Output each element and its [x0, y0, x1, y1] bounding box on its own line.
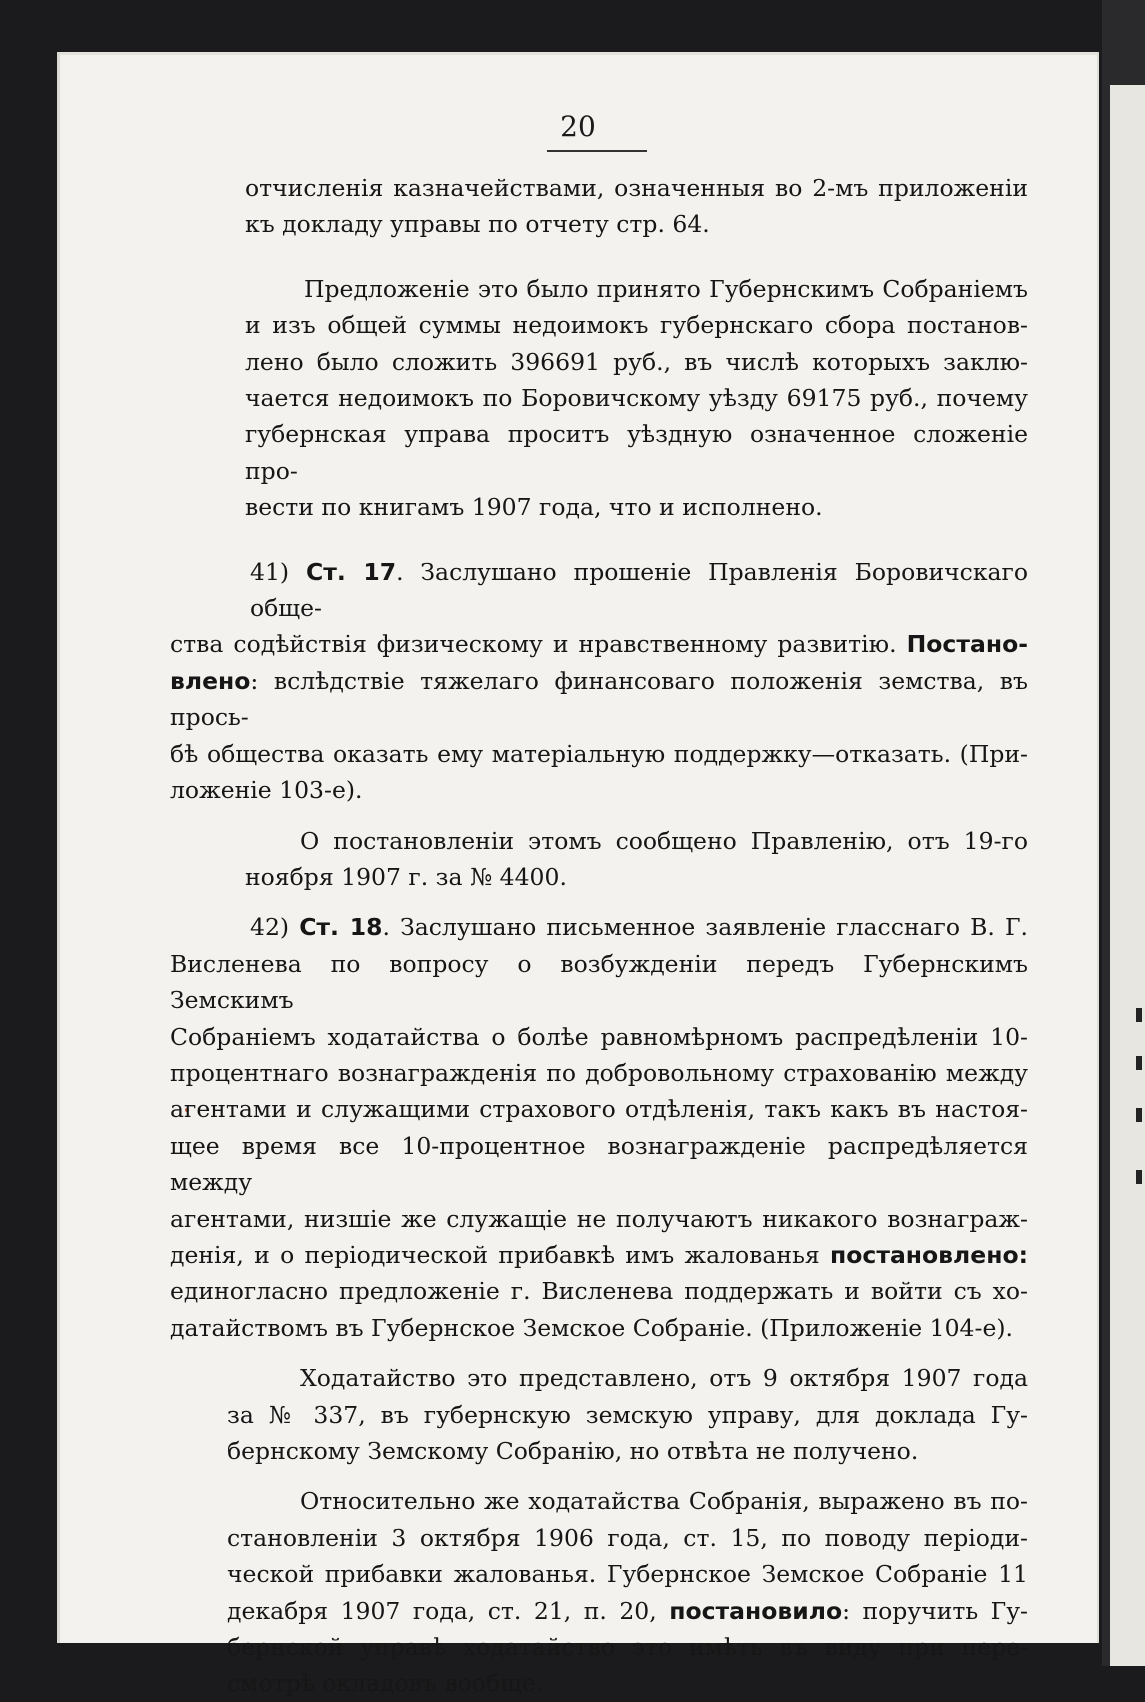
- next-page-edge: [1110, 85, 1145, 1666]
- resolution-41: [170, 554, 1028, 809]
- text-line: бернской управѣ ходатайство это имѣть въ виду при пере-: [227, 1633, 1028, 1662]
- text-line: ноября 1907 г. за № 4400.: [245, 862, 567, 891]
- resolved-keyword: постановило: [669, 1596, 843, 1625]
- text-line: и изъ общей суммы недоимокъ губернскаго сбора постанов-: [245, 311, 1028, 340]
- paragraph: [170, 823, 1028, 896]
- resolved-keyword: влено: [170, 666, 251, 695]
- text-line: [170, 626, 1028, 662]
- text-line: щее время все 10-процентное вознагражденіе распредѣляется между: [170, 1131, 1028, 1197]
- resolution-42: [170, 909, 1028, 1346]
- text-line: бернскому Земскому Собранію, но отвѣта не получено.: [227, 1437, 919, 1465]
- article-ref: Ст. 18: [299, 913, 383, 942]
- text-line: Висленева по вопросу о возбужденіи передъ Губернскимъ Земскимъ: [170, 949, 1028, 1015]
- text-fragment: : поручить Гу-: [842, 1596, 1028, 1625]
- text-line: Относительно же ходатайства Собранія, выражено въ по-: [300, 1487, 1028, 1516]
- text-line: Предложеніе это было принято Губернскимъ Собраніемъ: [304, 274, 1028, 303]
- text-line: вести по книгамъ 1907 года, что и исполнено.: [245, 493, 823, 522]
- text-line: смотрѣ окладовъ вообще.: [227, 1669, 544, 1698]
- text-line: лено было сложить 396691 руб., въ числѣ которыхъ заклю-: [245, 347, 1028, 376]
- text-line: ческой прибавки жалованья. Губернское Земское Собраніе 11: [227, 1560, 1028, 1589]
- paragraph: [170, 1483, 1028, 1701]
- body-text: [170, 170, 1028, 1702]
- next-page-glyph: [1136, 1056, 1142, 1070]
- text-line: за № 337, въ губернскую земскую управу, для доклада Гу-: [227, 1400, 1028, 1429]
- item-number: 41): [250, 557, 290, 586]
- resolved-keyword: Постано-: [906, 630, 1028, 659]
- next-page-glyph: [1136, 1108, 1142, 1122]
- text-line: [170, 1593, 1028, 1629]
- text-line: процентнаго вознагражденія по добровольному страхованію между: [170, 1058, 1028, 1087]
- text-line: Собраніемъ ходатайства о болѣе равномѣрномъ распредѣленіи 10-: [170, 1022, 1028, 1051]
- text-line: Ходатайство это представлено, отъ 9 октября 1907 года: [300, 1364, 1028, 1393]
- text-line: агентами, низшіе же служащіе не получаютъ никакого вознаграж-: [170, 1204, 1028, 1233]
- page-number: 20: [560, 110, 596, 143]
- article-ref: Ст. 17: [305, 557, 397, 586]
- text-line: отчисленія казначействами, означенныя во 2-мъ приложеніи: [245, 174, 1028, 202]
- text-line: становленіи 3 октября 1906 года, ст. 15, по поводу періоди-: [227, 1523, 1028, 1552]
- text-line: единогласно предложеніе г. Висленева поддержать и войти съ хо-: [170, 1277, 1028, 1306]
- document-page: [57, 52, 1099, 1698]
- text-fragment: денія, и о періодической прибавкѣ имъ жалованья: [170, 1240, 820, 1269]
- text-line: [170, 663, 1028, 736]
- resolved-keyword: постановлено:: [830, 1240, 1028, 1269]
- text-line: О постановленіи этомъ сообщено Правленію, отъ 19-го: [300, 826, 1028, 855]
- text-line: [170, 1237, 1028, 1273]
- text-line: агентами и служащими страхового отдѣленія, такъ какъ въ настоя-: [170, 1095, 1028, 1124]
- text-line: губернская управа проситъ уѣздную означенное сложеніе про-: [245, 420, 1028, 485]
- text-line: къ докладу управы по отчету стр. 64.: [245, 210, 710, 239]
- text-fragment: . Заслушано прошеніе Правленія Боровичскаго обще-: [250, 557, 1028, 623]
- text-fragment: ства содѣйствія физическому и нравственному развитію.: [170, 630, 897, 659]
- text-line: [170, 909, 1028, 945]
- next-page-glyph: [1136, 1170, 1142, 1184]
- text-line: датайствомъ въ Губернское Земское Собраніе. (Приложеніе 104-е).: [170, 1313, 1013, 1342]
- text-line: [170, 554, 1028, 627]
- header-rule: [547, 150, 647, 152]
- paragraph: [170, 1360, 1028, 1469]
- text-fragment: : вслѣдствіе тяжелаго финансоваго положенія земства, въ прось-: [170, 666, 1028, 732]
- paragraph: [170, 271, 1028, 526]
- text-line: чается недоимокъ по Боровичскому уѣзду 69175 руб., почему: [245, 384, 1028, 413]
- text-line: ложеніе 103-е).: [170, 776, 363, 805]
- text-fragment: декабря 1907 года, ст. 21, п. 20,: [227, 1596, 657, 1625]
- text-line: бѣ общества оказать ему матеріальную поддержку—отказать. (При-: [170, 739, 1028, 768]
- paragraph-continuation: [170, 170, 1028, 243]
- text-fragment: . Заслушано письменное заявленіе гласснаго В. Г.: [382, 913, 1028, 942]
- next-page-glyph: [1136, 1008, 1142, 1022]
- item-number: 42): [250, 913, 290, 942]
